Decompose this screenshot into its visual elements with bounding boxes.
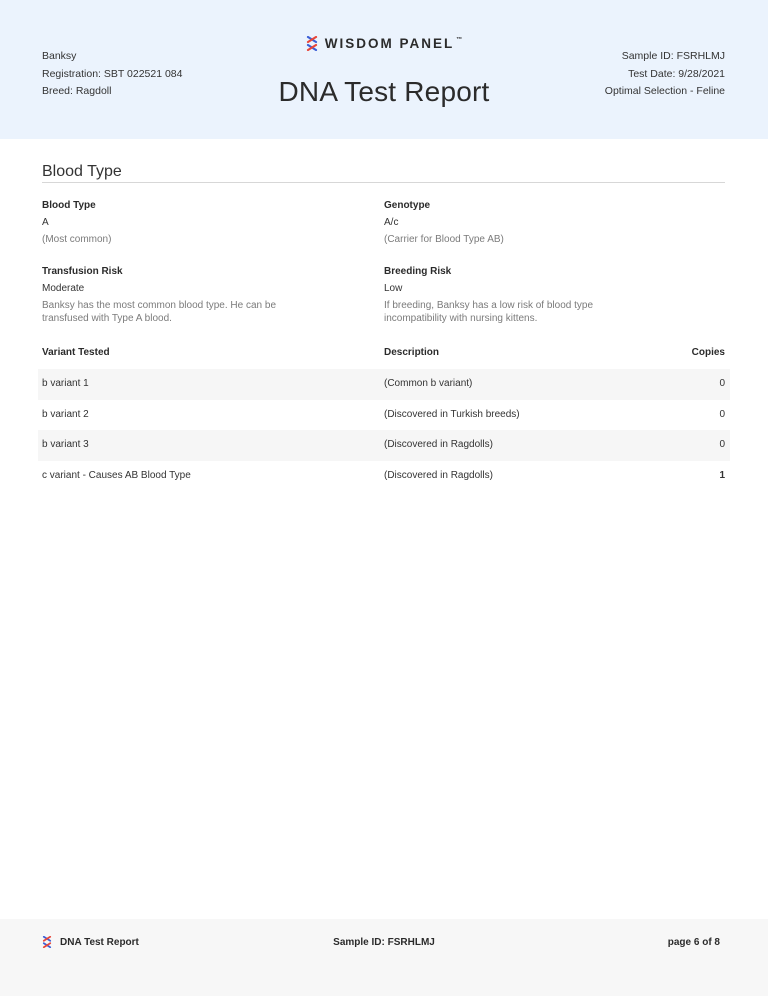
- table-row: [38, 400, 730, 431]
- transfusion-risk-value: Moderate: [42, 283, 85, 294]
- footer-report-label: DNA Test Report: [60, 936, 139, 948]
- blood-type-field: [42, 199, 111, 246]
- column-header-copies: Copies: [691, 347, 725, 358]
- page-number: page 6 of 8: [667, 937, 720, 948]
- variant-name: b variant 1: [42, 378, 89, 389]
- breeding-risk-note: If breeding, Banksy has a low risk of blood type incompatibility with nursing kittens.: [384, 300, 594, 324]
- test-info: [605, 48, 725, 101]
- genotype-note: (Carrier for Blood Type AB): [384, 234, 504, 245]
- section-title: Blood Type: [42, 163, 122, 180]
- variant-copies: 0: [719, 378, 725, 389]
- variant-name: b variant 2: [42, 408, 89, 420]
- variant-description: (Discovered in Ragdolls): [384, 469, 493, 481]
- breeding-risk-field: [384, 265, 604, 325]
- variant-copies: 1: [719, 469, 725, 481]
- variant-copies: 0: [719, 408, 725, 420]
- variant-table: [38, 369, 730, 491]
- blood-type-note: (Most common): [42, 234, 112, 245]
- page-title: DNA Test Report: [278, 76, 490, 107]
- transfusion-risk-field: [42, 265, 282, 325]
- registration-number: Registration: SBT 022521 084: [42, 67, 183, 80]
- transfusion-risk-label: Transfusion Risk: [42, 266, 123, 277]
- variant-name: b variant 3: [42, 439, 89, 450]
- variant-description: (Discovered in Ragdolls): [384, 439, 493, 450]
- variant-description: (Discovered in Turkish breeds): [384, 408, 520, 420]
- column-header-variant: Variant Tested: [42, 347, 110, 358]
- report-header: [0, 0, 768, 139]
- footer-sample-id: Sample ID: FSRHLMJ: [333, 937, 435, 948]
- table-row: [38, 461, 730, 492]
- breed: Breed: Ragdoll: [42, 85, 112, 97]
- table-row: [38, 430, 730, 461]
- report-footer: [0, 919, 768, 996]
- variant-table-header: [42, 347, 725, 363]
- product-name: Optimal Selection - Feline: [604, 85, 725, 97]
- genotype-value: A/c: [384, 217, 399, 228]
- transfusion-risk-note: Banksy has the most common blood type. He can be transfused with Type A blood.: [42, 300, 277, 324]
- blood-type-label: Blood Type: [42, 200, 96, 211]
- table-row: [38, 369, 730, 400]
- variant-name: c variant - Causes AB Blood Type: [42, 469, 191, 481]
- variant-copies: 0: [719, 439, 725, 450]
- sample-id: Sample ID: FSRHLMJ: [621, 50, 725, 62]
- brand-name: WISDOM PANEL: [324, 36, 455, 51]
- variant-description: (Common b variant): [384, 378, 473, 389]
- column-header-description: Description: [384, 347, 440, 358]
- section-divider: [42, 182, 725, 183]
- pet-name: Banksy: [42, 50, 77, 62]
- blood-type-value: A: [42, 217, 49, 228]
- breeding-risk-value: Low: [384, 283, 403, 294]
- breeding-risk-label: Breeding Risk: [384, 266, 452, 277]
- brand-trademark: ™: [456, 36, 463, 43]
- genotype-field: [384, 199, 504, 246]
- genotype-label: Genotype: [384, 200, 431, 211]
- test-date: Test Date: 9/28/2021: [628, 67, 725, 80]
- wisdom-panel-dna-logo-icon: [306, 36, 318, 51]
- wisdom-panel-logo: [306, 36, 463, 51]
